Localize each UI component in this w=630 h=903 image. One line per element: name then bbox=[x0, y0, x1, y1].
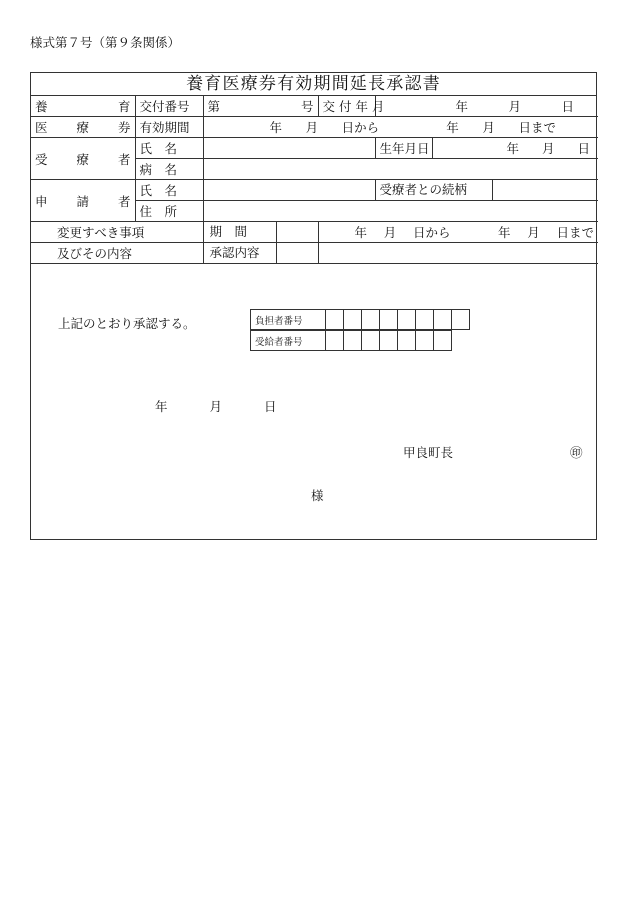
issue-date-field[interactable]: 年 月 日 bbox=[375, 96, 598, 117]
applicant-name-label: 氏 名 bbox=[135, 180, 203, 201]
payer-number-label: 負担者番号 bbox=[251, 310, 326, 330]
change-label-1: 変更すべき事項 bbox=[31, 222, 203, 243]
recipient-digit-box[interactable] bbox=[416, 331, 434, 351]
payer-digit-box[interactable] bbox=[416, 310, 434, 330]
seal-mark: ㊞ bbox=[570, 445, 583, 460]
change-period-row bbox=[203, 222, 318, 243]
recipient-digit-box[interactable] bbox=[344, 331, 362, 351]
recipient-number-label: 受給者番号 bbox=[251, 331, 326, 351]
disease-field[interactable] bbox=[203, 159, 598, 180]
relation-label: 受療者との続柄 bbox=[376, 180, 493, 200]
issue-date-label: 交 付 年 月 bbox=[318, 96, 375, 117]
approval-date: 年 月 日 bbox=[155, 399, 277, 414]
approval-statement: 上記のとおり承認する。 bbox=[58, 316, 196, 331]
recipient-digit-box[interactable] bbox=[380, 331, 398, 351]
payer-digit-box[interactable] bbox=[326, 310, 344, 330]
issue-number-label: 交付番号 bbox=[135, 96, 203, 117]
patient-group-label: 受 療 者 bbox=[31, 138, 135, 180]
recipient-number-boxes bbox=[250, 330, 452, 351]
payer-digit-box[interactable] bbox=[398, 310, 416, 330]
patient-name-field[interactable] bbox=[203, 138, 375, 159]
recipient-digit-box[interactable] bbox=[362, 331, 380, 351]
change-label-2: 及びその内容 bbox=[31, 243, 203, 264]
voucher-group-label-2: 医 療 券 bbox=[31, 117, 135, 138]
recipient-digit-box[interactable] bbox=[326, 331, 344, 351]
relation-field[interactable] bbox=[493, 180, 599, 200]
approval-content-label: 承認内容 bbox=[204, 243, 277, 263]
approval-form bbox=[30, 72, 597, 540]
recipient-digit-box[interactable] bbox=[398, 331, 416, 351]
disease-label: 病 名 bbox=[135, 159, 203, 180]
approval-content-row bbox=[203, 243, 318, 264]
applicant-name-field[interactable] bbox=[203, 180, 375, 201]
honorific: 様 bbox=[311, 488, 324, 503]
mayor-title: 甲良町長 bbox=[403, 445, 454, 460]
change-period-field[interactable]: 年 月 日から 年 月 日まで bbox=[318, 222, 598, 243]
validity-label: 有効期間 bbox=[135, 117, 203, 138]
payer-digit-box[interactable] bbox=[362, 310, 380, 330]
relation-row bbox=[375, 180, 598, 201]
payer-number-boxes bbox=[250, 309, 470, 330]
payer-digit-box[interactable] bbox=[380, 310, 398, 330]
payer-digit-box[interactable] bbox=[434, 310, 452, 330]
payer-digit-box[interactable] bbox=[344, 310, 362, 330]
address-label: 住 所 bbox=[135, 201, 203, 222]
address-field[interactable] bbox=[203, 201, 598, 222]
issue-number-field[interactable]: 第 号 bbox=[203, 96, 318, 117]
recipient-digit-box[interactable] bbox=[434, 331, 452, 351]
voucher-group-label-1: 養 育 bbox=[31, 96, 135, 117]
applicant-group-label: 申 請 者 bbox=[31, 180, 135, 222]
birth-date-label: 生年月日 bbox=[375, 138, 432, 159]
patient-name-label: 氏 名 bbox=[135, 138, 203, 159]
payer-digit-box[interactable] bbox=[452, 310, 470, 330]
form-number-label: 様式第７号（第９条関係） bbox=[30, 35, 181, 50]
form-grid bbox=[31, 96, 598, 264]
form-title: 養育医療券有効期間延長承認書 bbox=[31, 73, 596, 96]
change-period-label: 期 間 bbox=[204, 222, 277, 242]
validity-period-field[interactable]: 年 月 日から 年 月 日まで bbox=[203, 117, 598, 138]
approval-content-field[interactable] bbox=[318, 243, 598, 264]
birth-date-field[interactable]: 年 月 日 bbox=[432, 138, 598, 159]
approval-section bbox=[31, 266, 596, 538]
